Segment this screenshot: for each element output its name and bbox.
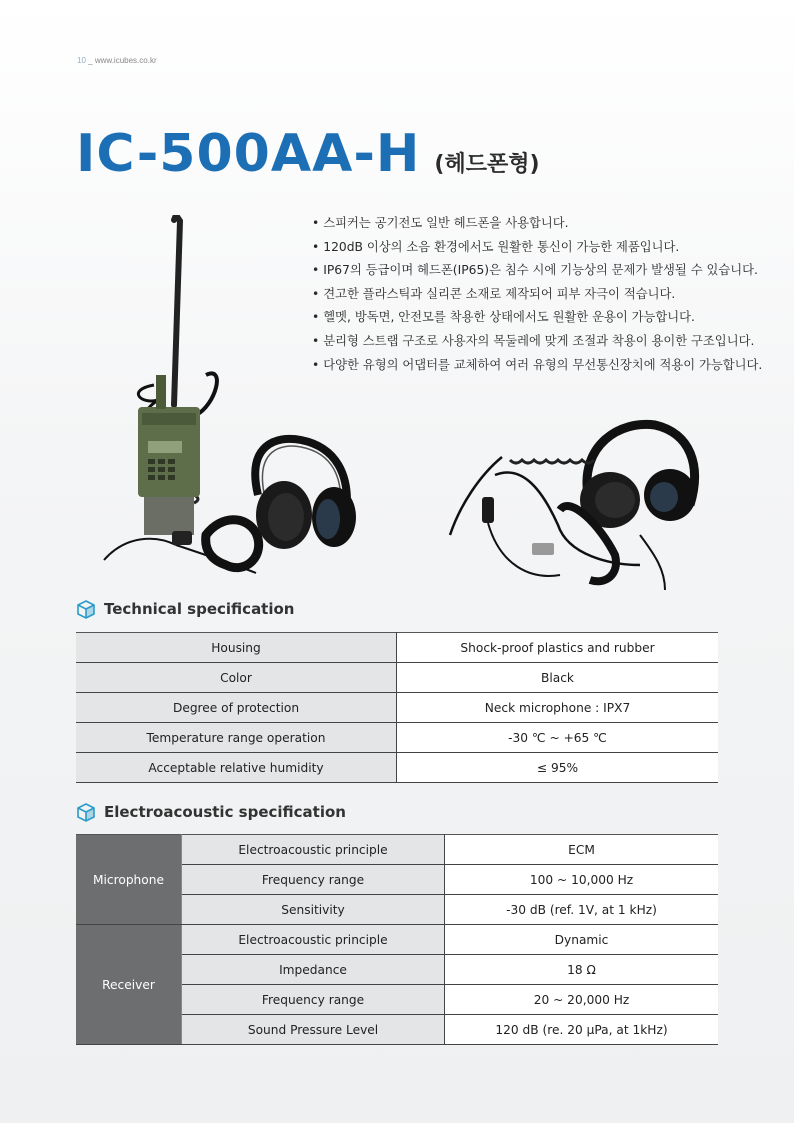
cube-section-icon <box>76 802 96 822</box>
feature-item: • 다양한 유형의 어댑터를 교체하여 여러 유형의 무선통신장치에 적용이 가능합니다. <box>312 354 762 378</box>
product-model: IC-500AA-H <box>76 124 421 184</box>
feature-list <box>312 212 762 377</box>
feature-item: • 스피커는 공기전도 일반 헤드폰을 사용합니다. <box>312 212 762 236</box>
table-row <box>76 753 718 783</box>
feature-item: • 분리형 스트랩 구조로 사용자의 목둘레에 맞게 조절과 착용이 용이한 구조입니다. <box>312 330 762 354</box>
feature-item: • 견고한 플라스틱과 실리콘 소재로 제작되어 피부 자극이 적습니다. <box>312 283 762 307</box>
spec-key: Electroacoustic principle <box>182 835 445 865</box>
spec-key: Electroacoustic principle <box>182 925 445 955</box>
electroacoustic-spec-heading: Electroacoustic specification <box>76 802 346 822</box>
group-microphone: Microphone <box>76 835 182 925</box>
spec-value: Dynamic <box>445 925 719 955</box>
table-row <box>76 835 718 865</box>
spec-value: 20 ~ 20,000 Hz <box>445 985 719 1015</box>
spec-key: Color <box>76 663 397 693</box>
feature-item: • 120dB 이상의 소음 환경에서도 원활한 통신이 가능한 제품입니다. <box>312 236 762 260</box>
table-row <box>76 633 718 663</box>
technical-spec-heading: Technical specification <box>76 599 294 619</box>
spec-key: Frequency range <box>182 985 445 1015</box>
spec-key: Acceptable relative humidity <box>76 753 397 783</box>
spec-value: -30 ℃ ~ +65 ℃ <box>397 723 719 753</box>
technical-spec-table <box>76 632 718 783</box>
spec-value: ≤ 95% <box>397 753 719 783</box>
page-number: 10 _ www.icubes.co.kr <box>77 56 157 65</box>
spec-value: Black <box>397 663 719 693</box>
electroacoustic-spec-table <box>76 834 718 1045</box>
spec-key: Temperature range operation <box>76 723 397 753</box>
spec-value: Neck microphone : IPX7 <box>397 693 719 723</box>
product-type: (헤드폰형) <box>434 152 540 177</box>
spec-key: Impedance <box>182 955 445 985</box>
spec-key: Housing <box>76 633 397 663</box>
spec-value: Shock-proof plastics and rubber <box>397 633 719 663</box>
product-title-row <box>76 124 540 184</box>
spec-value: 18 Ω <box>445 955 719 985</box>
spec-value: 120 dB (re. 20 μPa, at 1kHz) <box>445 1015 719 1045</box>
spec-value: ECM <box>445 835 719 865</box>
table-row <box>76 925 718 955</box>
table-row <box>76 663 718 693</box>
table-row <box>76 693 718 723</box>
feature-item: • IP67의 등급이며 헤드폰(IP65)은 침수 시에 기능상의 문제가 발생될 수 있습니다. <box>312 259 762 283</box>
spec-key: Frequency range <box>182 865 445 895</box>
group-receiver: Receiver <box>76 925 182 1045</box>
cube-section-icon <box>76 599 96 619</box>
feature-item: • 헬멧, 방독면, 안전모를 착용한 상태에서도 원활한 운용이 가능합니다. <box>312 306 762 330</box>
table-row <box>76 723 718 753</box>
spec-value: 100 ~ 10,000 Hz <box>445 865 719 895</box>
spec-key: Sound Pressure Level <box>182 1015 445 1045</box>
radio-headset-photo <box>96 215 366 585</box>
headset-photo <box>440 415 710 600</box>
spec-key: Sensitivity <box>182 895 445 925</box>
spec-value: -30 dB (ref. 1V, at 1 kHz) <box>445 895 719 925</box>
spec-key: Degree of protection <box>76 693 397 723</box>
